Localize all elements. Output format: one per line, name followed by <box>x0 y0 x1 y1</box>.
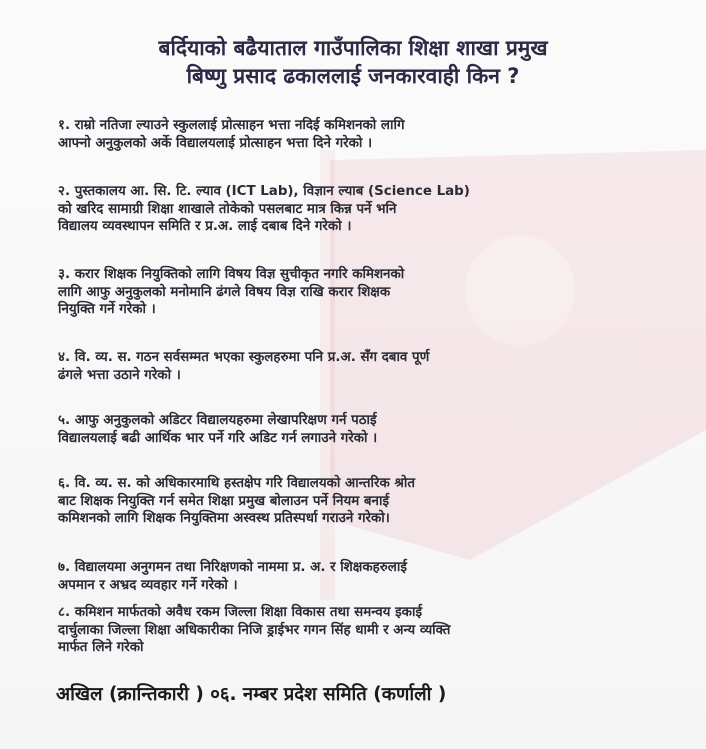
list-item-line: मार्फत लिने गरेको <box>58 640 144 655</box>
list-item-line: ४. वि. व्य. स. गठन सर्वसम्मत भएका स्कुलहरुमा पनि प्र.अ. सँग दबाव पूर्ण <box>58 350 430 365</box>
list-item-line: लागि आफु अनुकुलको मनोमानि ढंगले विषय विज्ञ राखि करार शिक्षक <box>58 284 391 300</box>
list-item-line: १. राम्रो नतिजा ल्याउने स्कुललाई प्रोत्साहन भत्ता नदिई कमिशनको लागि <box>58 118 405 133</box>
signature-footer: अखिल (क्रान्तिकारी ) ०६. नम्बर प्रदेश समिति (कर्णाली ) <box>56 684 447 705</box>
list-item-line: आफ्नो अनुकुलको अर्के विद्यालयलाई प्रोत्साहन भत्ता दिने गरेको । <box>58 135 373 151</box>
list-item-line: ढंगले भत्ता उठाने गरेको । <box>58 367 181 383</box>
list-item-line: ७. विद्यालयमा अनुगमन तथा निरिक्षणको नाममा प्र. अ. र शिक्षकहरुलाई <box>58 560 407 575</box>
list-item-5 <box>58 412 658 447</box>
list-item-line: विद्यालयलाई बढी आर्थिक भार पर्ने गरि अडिट गर्न लगाउने गरेको । <box>58 430 378 446</box>
list-item-8 <box>58 604 658 657</box>
list-item-line: ३. करार शिक्षक नियुक्तिको लागि विषय विज्ञ सुचीकृत नगरि कमिशनको <box>58 267 405 282</box>
headline-line-2: बिष्णु प्रसाद ढकाललाई जनकारवाही किन ? <box>186 64 520 88</box>
list-item-line: ५. आफु अनुकुलको अडिटर विद्यालयहरुमा लेखापरिक्षण गर्न पठाई <box>58 413 377 428</box>
list-item-line: को खरिद सामाग्री शिक्षा शाखाले तोकेको पसलबाट मात्र किन्न पर्ने भनि <box>58 201 397 217</box>
list-item-line: २. पुस्तकालय आ. सि. टि. ल्याव (ICT Lab), विज्ञान ल्याब (Science Lab) <box>58 184 470 199</box>
list-item-line: दार्चुलाका जिल्ला शिक्षा अधिकारीका निजि ड्राईभर गगन सिंह धामी र अन्य व्यक्ति <box>58 622 451 638</box>
list-item-6 <box>58 475 658 528</box>
list-item-2 <box>58 183 658 236</box>
list-item-4 <box>58 349 658 384</box>
list-item-line: ६. वि. व्य. स. को अधिकारमाथि हस्तक्षेप गरि विद्यालयको आन्तरिक श्रोत <box>58 476 415 491</box>
list-item-line: कमिशनको लागि शिक्षक नियुक्तिमा अस्वस्थ प्रतिस्पर्धा गराउने गरेको। <box>58 511 390 526</box>
list-item-line: अपमान र अभ्रद व्यवहार गर्ने गरेको । <box>58 577 238 593</box>
list-item-line: ८. कमिशन मार्फतको अवैध रकम जिल्ला शिक्षा विकास तथा समन्वय इकाई <box>58 605 423 620</box>
list-item-line: विद्यालय व्यवस्थापन समिति र प्र.अ. लाई दबाब दिने गरेको । <box>58 219 352 234</box>
list-item-line: नियुक्ति गर्ने गरेको । <box>58 302 156 317</box>
list-item-3 <box>58 266 658 319</box>
list-item-1 <box>58 117 658 152</box>
list-item-line: बाट शिक्षक नियुक्ति गर्न समेत शिक्षा प्रमुख बोलाउन पर्ने नियम बनाई <box>58 493 390 509</box>
list-item-7 <box>58 559 658 594</box>
headline-line-1: बर्दियाको बढैयाताल गाउँपालिका शिक्षा शाखा प्रमुख <box>158 36 548 60</box>
